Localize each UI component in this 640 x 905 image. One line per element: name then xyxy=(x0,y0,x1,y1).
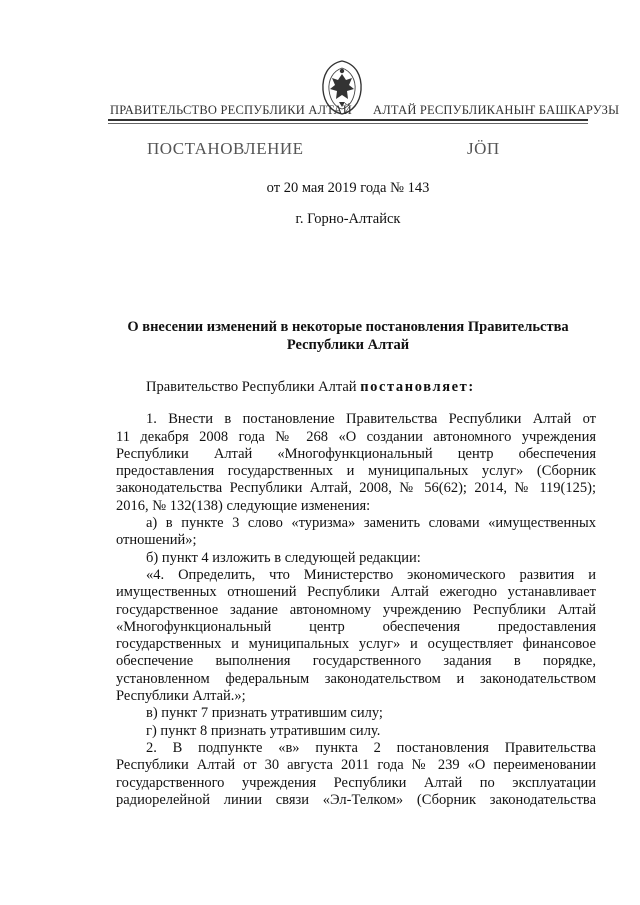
text-line: «Многофункциональный центр обеспечения предоставления xyxy=(116,618,596,635)
document-type-altai: ЈӦП xyxy=(467,139,500,158)
subitem-g: г) пункт 8 признать утратившим силу. xyxy=(146,722,381,739)
quoted-point-4 xyxy=(116,567,596,705)
text-line: 1. Внести в постановление Правительства Республики Алтай от xyxy=(146,411,596,428)
text-line: государственного учреждения Республики Алтай по эксплуатации xyxy=(116,774,596,791)
header-rule xyxy=(108,119,588,121)
paragraph-2 xyxy=(116,740,596,809)
text-line: 2. В подпункте «в» пункта 2 постановления Правительства xyxy=(146,739,596,756)
text-line: 2016, № 132(138) следующие изменения: xyxy=(116,497,371,514)
text-line: отношений»; xyxy=(116,532,197,549)
title-line: Республики Алтай xyxy=(286,337,410,353)
government-name-altai: АЛТАЙ РЕСПУБЛИКАНЫҤ БАШКАРУЗЫ xyxy=(373,103,620,117)
text-line: «4. Определить, что Министерство экономического развития и xyxy=(146,566,596,583)
text-line: обеспечение выполнения государственного задания в порядке, xyxy=(116,653,596,670)
text-line: имущественных отношений Республики Алтай ежегодно устанавливает xyxy=(116,584,596,601)
text-line: государственное задание автономному учреждению Республики Алтай xyxy=(116,601,596,618)
title-line: О внесении изменений в некоторые постановления Правительства xyxy=(127,319,569,335)
text-line: 11 декабря 2008 года № 268 «О создании автономного учреждения xyxy=(116,428,596,445)
text-line: Республики Алтай «Многофункциональный центр обеспечения xyxy=(116,445,596,462)
text-line: установленном федеральным законодательством и законодательством xyxy=(116,670,596,687)
subitem-a xyxy=(116,515,596,550)
document-body xyxy=(116,379,596,809)
decree-word: постановляет: xyxy=(360,379,475,395)
document-title xyxy=(108,318,588,354)
subitem-b: б) пункт 4 изложить в следующей редакции: xyxy=(146,549,421,566)
text-line: государственных и муниципальных услуг» и осуществляет финансовое xyxy=(116,636,596,653)
paragraph-1 xyxy=(116,411,596,515)
text-line: предоставления государственных и муниципальных услуг» (Сборник xyxy=(116,463,596,480)
text-line: Республики Алтай от 30 августа 2011 года № 239 «О переименовании xyxy=(116,757,596,774)
preamble xyxy=(116,379,596,396)
government-name-russian: ПРАВИТЕЛЬСТВО РЕСПУБЛИКИ АЛТАЙ xyxy=(110,103,352,117)
text-line: а) в пункте 3 слово «туризма» заменить словами «имущественных xyxy=(146,515,596,532)
preamble-lead: Правительство Республики Алтай xyxy=(146,379,361,395)
date-and-number: от 20 мая 2019 года № 143 xyxy=(266,180,430,196)
text-line: законодательства Республики Алтай, 2008, № 56(62); 2014, № 119(125); xyxy=(116,480,596,497)
header-rule-thin xyxy=(108,123,588,124)
city: г. Горно-Алтайск xyxy=(295,211,401,227)
document-type-russian: ПОСТАНОВЛЕНИЕ xyxy=(147,139,304,158)
text-line: Республики Алтай.»; xyxy=(116,688,246,705)
subitem-v: в) пункт 7 признать утратившим силу; xyxy=(146,705,383,722)
text-line: радиорелейной линии связи «Эл-Телком» (Сборник законодательства xyxy=(116,791,596,808)
